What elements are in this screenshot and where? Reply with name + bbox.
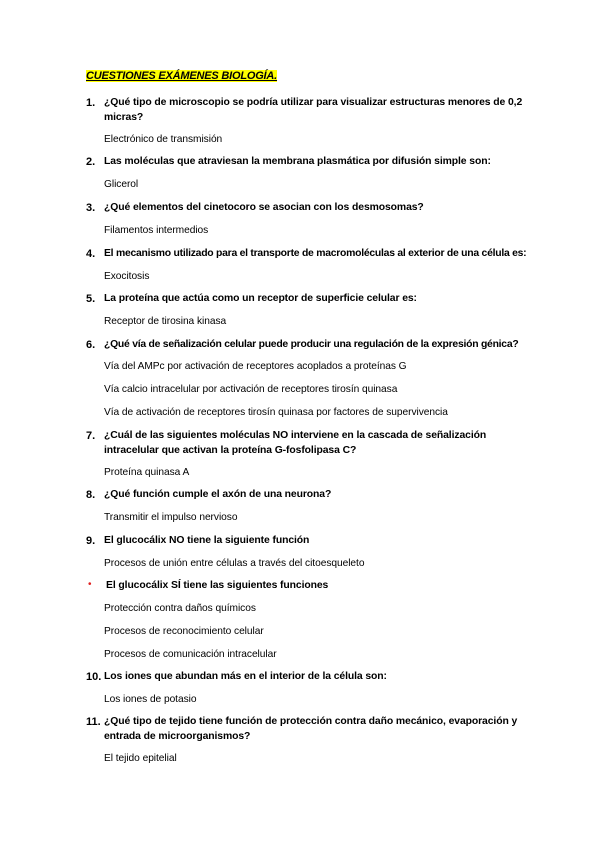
question-text: El glucocálix NO tiene la siguiente función — [104, 535, 310, 546]
answer-text: Vía del AMPc por activación de receptores acoplados a proteínas G — [104, 361, 407, 372]
answer-text: Exocitosis — [104, 271, 150, 282]
question-number: 6. — [86, 339, 96, 351]
question-text: Los iones que abundan más en el interior de la célula son: — [104, 671, 387, 682]
question-text: ¿Qué función cumple el axón de una neurona? — [104, 489, 332, 500]
question-number: 3. — [86, 202, 96, 214]
question-text: ¿Qué tipo de microscopio se podría utilizar para visualizar estructuras menores de 0,2 micras? — [104, 97, 523, 123]
answer-text: Filamentos intermedios — [104, 225, 209, 236]
question-number: 11. — [86, 716, 101, 728]
document-title: CUESTIONES EXÁMENES BIOLOGÍA. — [86, 70, 278, 82]
answer-text: Protección contra daños químicos — [104, 603, 256, 614]
question-number: 4. — [86, 248, 96, 260]
question-number: 8. — [86, 489, 96, 501]
answer-text: Glicerol — [104, 179, 139, 190]
answer-text: Receptor de tirosina kinasa — [104, 316, 227, 327]
answer-text: El tejido epitelial — [104, 753, 177, 764]
question-text: ¿Cuál de las siguientes moléculas NO interviene en la cascada de señalización intracelular que activan la proteína G-fosfolipasa C? — [104, 430, 487, 456]
question-number: 2. — [86, 156, 96, 168]
question-text: La proteína que actúa como un receptor de superficie celular es: — [104, 293, 417, 304]
question-text: El mecanismo utilizado para el transporte de macromoléculas al exterior de una célula es: — [104, 248, 527, 259]
answer-text: Los iones de potasio — [104, 694, 197, 705]
question-text: El glucocálix SÍ tiene las siguientes funciones — [106, 580, 329, 591]
answer-text: Vía de activación de receptores tirosín quinasa por factores de supervivencia — [104, 407, 448, 418]
answer-text: Transmitir el impulso nervioso — [104, 512, 238, 523]
question-number: 1. — [86, 97, 96, 109]
question-number: 10. — [86, 671, 102, 683]
question-text: ¿Qué tipo de tejido tiene función de protección contra daño mecánico, evaporación y entrada de microorganismos? — [104, 716, 518, 742]
answer-text: Procesos de comunicación intracelular — [104, 649, 277, 660]
bullet-marker: • — [88, 579, 92, 590]
question-text: ¿Qué vía de señalización celular puede producir una regulación de la expresión génica? — [104, 339, 519, 350]
question-number: 9. — [86, 535, 96, 547]
answer-text: Procesos de reconocimiento celular — [104, 626, 264, 637]
question-text: ¿Qué elementos del cinetocoro se asocian con los desmosomas? — [104, 202, 424, 213]
answer-text: Vía calcio intracelular por activación de receptores tirosín quinasa — [104, 384, 398, 395]
question-number: 5. — [86, 293, 96, 305]
answer-text: Procesos de unión entre células a través del citoesqueleto — [104, 558, 365, 569]
answer-text: Electrónico de transmisión — [104, 134, 223, 145]
answer-text: Proteína quinasa A — [104, 467, 190, 478]
question-text: Las moléculas que atraviesan la membrana plasmática por difusión simple son: — [104, 156, 491, 167]
question-number: 7. — [86, 430, 96, 442]
